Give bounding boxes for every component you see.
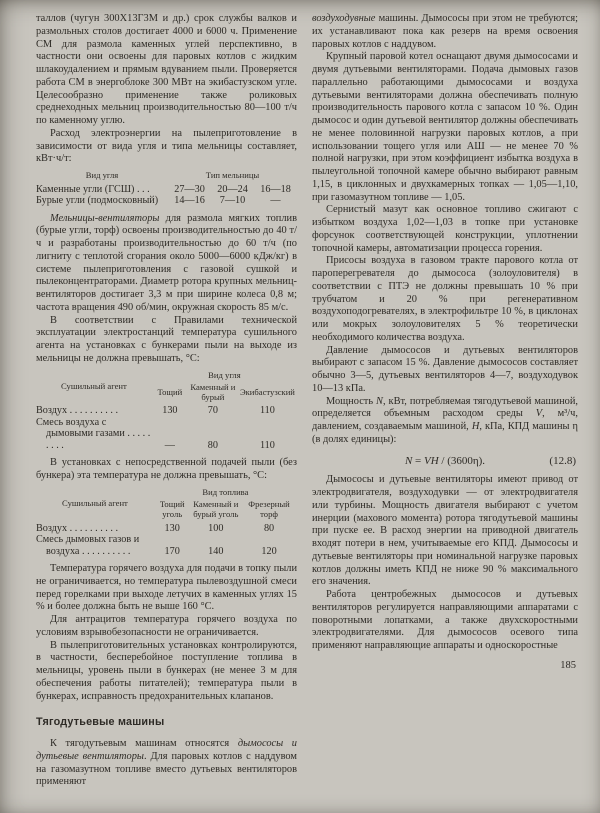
table-subheader: Тощий уголь: [159, 499, 185, 520]
table-cell: 130: [162, 405, 178, 417]
table-row-label: Воздух . . . . . . . . . .: [36, 522, 119, 534]
table-row: [36, 405, 297, 417]
table-row: [36, 534, 297, 557]
table-row: [36, 184, 297, 196]
table-header-row: [36, 371, 297, 384]
formula-expression: N = VH / (3600η).: [404, 454, 486, 467]
paragraph-blower-machines: воздуходувные машины. Дымососы при этом не требуются; их устанавливают пока как резерв на время освоения паровых котлов с наддувом.: [312, 13, 578, 50]
paragraph-mill-fans: Мельницы-вентиляторы для размола мягких топлив (бурые угли, торф) освоены производительностью до 40 т/ч и разработаны производительностью до 60 т/ч (по лигниту с теплотой сгорания около 5000—6000 кДж/кг) в системе пылеприготовления с газовой сушкой и пылеконцентраторами. Диаметр ротора крупных мельниц-вентиляторов достигает 3,3 м при ширине колеса 0,8 м; частота вращения 490 об/мин, окружная скорость 85 м/с.: [36, 212, 297, 313]
table-header-fuel-kind: Вид угля: [208, 369, 241, 380]
equation-number: (12.8): [549, 454, 576, 467]
paragraph-energy-consumption-intro: Расход электроэнергии на пылеприготовление в зависимости от вида угля и типа мельницы составляет, кВт·ч/т:: [36, 127, 297, 165]
table-row-label: Воздух . . . . . . . . . .: [36, 405, 119, 417]
table-cell: 120: [261, 545, 277, 557]
right-column: [312, 13, 578, 789]
drying-agent-direct-table: [36, 488, 297, 557]
section-heading-draft-machines: Тягодутьевые машины: [36, 716, 165, 729]
table-cell: 27—30: [174, 183, 205, 195]
table-header-fuel-kind: Вид угля: [85, 170, 119, 180]
table-row-label: Смесь воздуха с дымовыми газами . . . . . . . . .: [36, 416, 151, 451]
paragraph-monitoring: В пылеприготовительных установках контролируются, в частности, бесперебойное поступление топлива в мельницы, уровень пыли в бункерах (не менее 3 м для обеспечения работы питателей); температура пыли в бункерах, исправность предохранительных клапанов.: [36, 639, 297, 702]
table-row-label: Бурые угли (подмосковный): [36, 195, 159, 207]
table-header-fuel-kind: Вид топлива: [202, 486, 249, 497]
table-header-drying-agent: Сушильный агент: [62, 497, 128, 508]
paragraph-hot-air-temperature: Температура горячего воздуха для подачи в топку пыли не ограничивается, но температура пылевоздушной смеси перед горелками при выходе летучих в каменных углях 15 % и более должна быть не выше 160 °С.: [36, 563, 297, 613]
formula-block: [312, 455, 578, 468]
table-row-label: Каменные угли (ГСШ) . . .: [36, 183, 150, 195]
table-cell: 70: [207, 405, 218, 417]
table-cell: 110: [259, 405, 275, 417]
table-cell: 14—16: [174, 195, 205, 207]
paragraph-air-inleakage: Присосы воздуха в газовом тракте парового котла от пароперегревателя до дымососа (золоуловителя) в соответствии с ПТЭ не должны превышать 10 % при трубчатом и 20 % при регенеративном воздухоподогревателях, в электрофильтре 10 %, в циклонах или мокрых золоуловителях 5 % теоретически необходимого количества воздуха.: [312, 255, 578, 343]
table-header-row: [36, 171, 297, 184]
paragraph-regulation: Работа центробежных дымососов и дутьевых вентиляторов регулируется направляющими аппаратами с поворотными лопатками, а также двухскоростными электродвигателями. Для дымососов осевого типа применяют направляющие аппараты и односкоростные: [312, 589, 578, 651]
table-row: [36, 417, 297, 452]
table-header-drying-agent: Сушильный агент: [61, 380, 127, 391]
table-subheader: Каменный и бурый: [190, 382, 236, 402]
table-row: [36, 523, 297, 535]
table-cell: 20—24: [217, 183, 248, 195]
table-cell: 7—10: [219, 195, 246, 207]
paragraph-operating-rules: В соответствии с Правилами технической эксплуатации электростанций температура сушильного агента на установках с бункерами пыли на выходе из мельницы не должна превышать, °С:: [36, 314, 297, 364]
paragraph-large-boiler-equipment: Крупный паровой котел оснащают двумя дымососами и двумя дутьевыми вентиляторами. Подача дымовых газов параллельно работающими дымососами и воздуха дутьевыми вентиляторами должна обеспечивать полную производительность парового котла с запасом 10 %. Один дымосос и один дутьевой вентилятор должны обеспечивать не менее половинной нагрузки паровых котлов, а при использовании тощего угля или АШ — не менее 70 % полной нагрузки, при этом коэффициент избытка воздуха в пылеугольной топочной камере обычно выбирают равным 1,15, в циклонных и двухкамерных топках — 1,05—1,10, при газомазутном топливе — 1,05.: [312, 51, 578, 203]
paragraph-power-definition: Мощность N, кВт, потребляемая тягодутьевой машиной, определяется объемным расходом среды V, м³/ч, давлением, создаваемым машиной, H, кПа, КПД машины η (в долях единицы):: [312, 395, 578, 445]
electricity-consumption-table: [36, 171, 297, 207]
table-cell: —: [270, 195, 281, 207]
table-subheader: Тощий: [157, 386, 183, 397]
table-cell: 100: [208, 522, 224, 534]
table-row: [36, 195, 297, 207]
paragraph-direct-feed-intro: В установках с непосредственной подачей пыли (без бункера) эта температура не должна превышать, °С:: [36, 457, 297, 482]
table-cell: 80: [207, 439, 218, 451]
table-subheader: Каменный и бурый уголь: [193, 499, 239, 520]
table-cell: 110: [259, 439, 275, 451]
left-column: [36, 13, 297, 789]
paragraph-drive-motors: Дымососы и дутьевые вентиляторы имеют привод от электродвигателя, воздуходувки — от электродвигателя или турбины. Мощность двигателя выбирают с учетом инерции (махового момента) ротора тягодутьевой машины при пуске ее. В расход энергии на приводной двигатель входят потери в нем, учитываемые его КПД. Дымососы и дутьевые вентиляторы при номинальной нагрузке паровых котлов должны иметь КПД не ниже 90 % максимального его значения.: [312, 474, 578, 588]
table-cell: 140: [208, 545, 224, 557]
page-number: 185: [560, 659, 576, 671]
table-subheader: Экибастузский: [239, 386, 295, 397]
paragraph-draft-machines-intro: К тягодутьевым машинам относятся дымососы и дутьевые вентиляторы. Для паровых котлов с наддувом на газомазутном топливе вместо дутьевых вентиляторов применяют: [36, 738, 297, 788]
paragraph-metal-wear-continuation: таллов (чугун 300Х13Г3М и др.) срок службы валков и размольных столов достигает 4000 и 6000 ч. Применение СМ для размола каменных углей перспективно, в частности они освоены для паровых котлов с жидким шлакоудалением и прямым вдуванием пыли. Проверяется работа СМ в энергоблоке 300 МВт на экибастузском угле. Целесообразно применение также роликовых среднеходных мельниц производительностью 80—100 т/ч по каменному углю.: [36, 13, 297, 126]
table-cell: 170: [164, 545, 180, 557]
table-cell: 80: [263, 522, 275, 534]
paragraph-sulfur-mazut: Сернистый мазут как основное топливо сжигают с избытком воздуха 1,02—1,03 в топке при установке форсунок соответствующей конструкции, уплотнении топочной камеры, автоматизации процесса горения.: [312, 204, 578, 254]
table-row-label: Смесь дымовых газов и воздуха . . . . . . . . . .: [36, 534, 140, 557]
table-header-mill-type: Тип мельницы: [205, 170, 260, 180]
drying-agent-bunker-table: [36, 371, 297, 452]
paragraph-anthracite: Для антрацитов температура горячего воздуха по условиям взрывобезопасности не ограничивается.: [36, 614, 297, 638]
table-cell: —: [164, 439, 175, 451]
paragraph-pressure-margins: Давление дымососов и дутьевых вентиляторов выбирают с запасом 15 %. Давление дымососов составляет обычно 3—5, дутьевых вентиляторов 4—7, воздуходувок 10—13 кПа.: [312, 344, 578, 394]
table-subheader: Фрезерный торф: [248, 499, 290, 520]
table-cell: 130: [164, 522, 180, 534]
table-cell: 16—18: [260, 183, 291, 195]
